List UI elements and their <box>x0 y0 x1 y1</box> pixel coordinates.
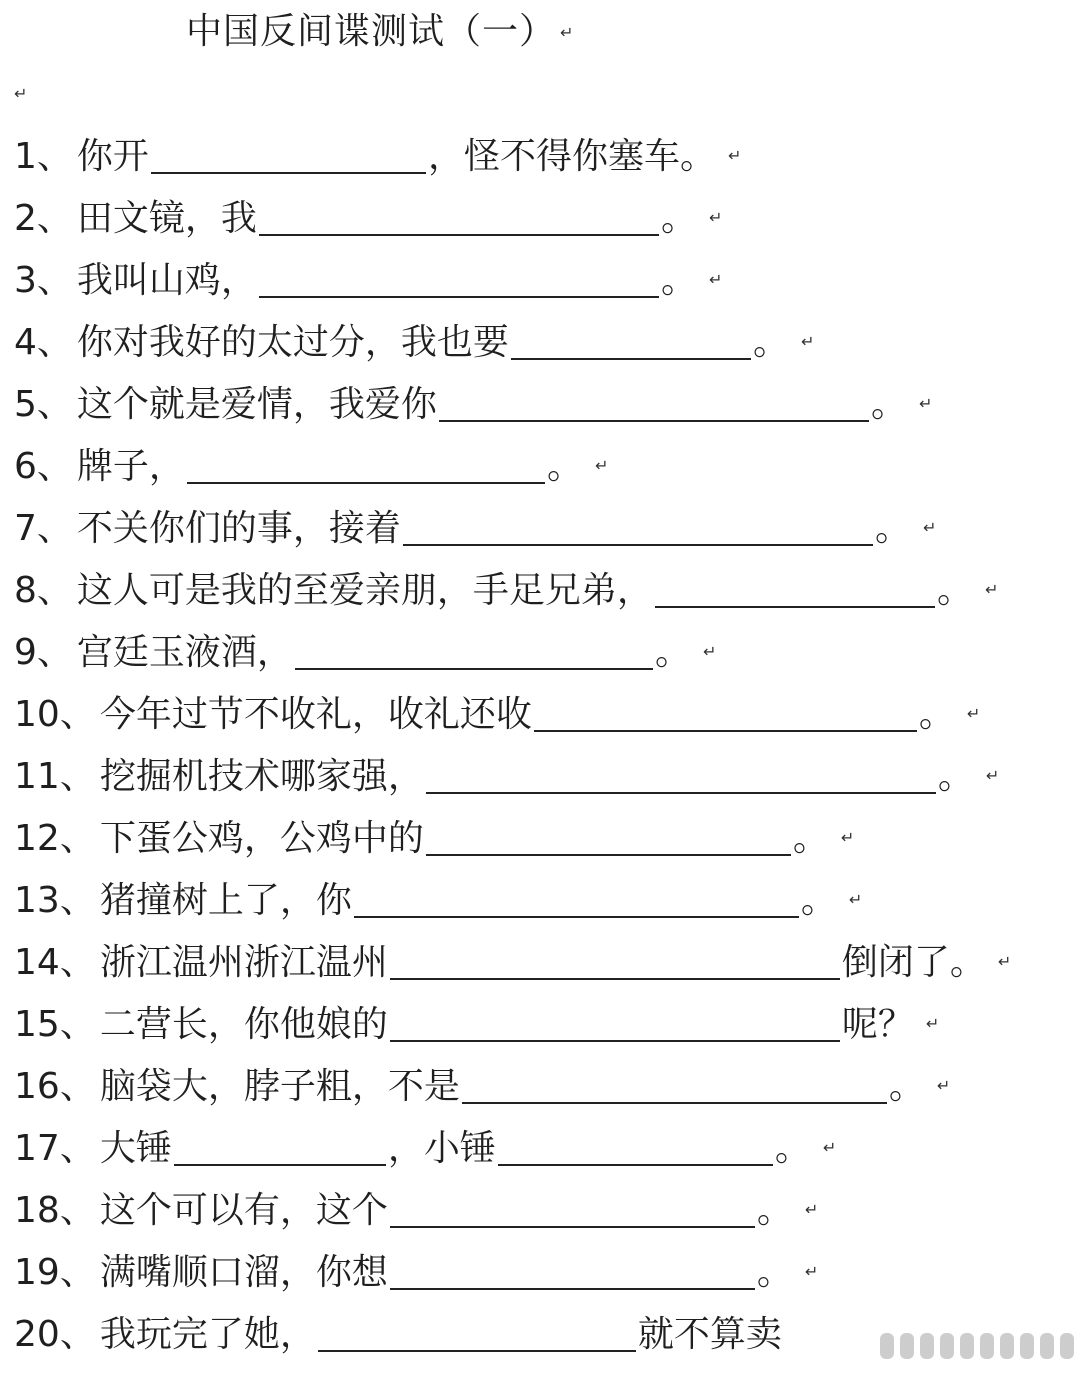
question-row <box>14 628 716 675</box>
question-number: 9 <box>14 632 37 673</box>
question-number: 11 <box>14 756 60 797</box>
question-ending: 就不算卖 <box>637 1314 782 1355</box>
question-row <box>14 318 814 365</box>
question-number: 5 <box>14 384 37 425</box>
question-row <box>14 1310 782 1357</box>
question-separator: 、 <box>59 1252 96 1293</box>
answer-blank[interactable] <box>295 634 653 670</box>
question-row <box>14 1248 818 1295</box>
question-prompt: 我叫山鸡， <box>76 260 257 301</box>
question-number: 20 <box>14 1314 60 1355</box>
question-prompt: 这个可以有，这个 <box>99 1190 388 1231</box>
question-separator: 、 <box>59 1004 96 1045</box>
question-ending: 。 <box>888 1066 925 1107</box>
question-number: 10 <box>14 694 60 735</box>
question-ending: 。 <box>937 756 974 797</box>
question-ending: 。 <box>660 260 697 301</box>
page-title-text: 中国反间谍测试（一） <box>186 11 557 52</box>
return-mark: ↵ <box>984 579 999 599</box>
question-row <box>14 690 980 737</box>
question-separator: 、 <box>59 1190 96 1231</box>
return-mark: ↵ <box>708 207 723 227</box>
question-prompt: 田文镜，我 <box>76 198 257 239</box>
return-mark: ↵ <box>560 23 575 42</box>
question-number: 2 <box>14 198 37 239</box>
answer-blank[interactable] <box>426 758 936 794</box>
question-prompt: 这人可是我的至爱亲朋，手足兄弟， <box>76 570 653 611</box>
question-row <box>14 504 936 551</box>
question-separator: 、 <box>59 818 96 859</box>
answer-blank[interactable] <box>426 820 791 856</box>
question-ending: ，怪不得你塞车。 <box>427 136 716 177</box>
return-mark: ↵ <box>804 1261 819 1281</box>
question-separator: 、 <box>59 756 96 797</box>
question-row <box>14 132 741 179</box>
return-mark: ↵ <box>966 703 981 723</box>
question-prompt: 二营长，你他娘的 <box>99 1004 388 1045</box>
question-row <box>14 1000 939 1047</box>
question-row <box>14 752 999 799</box>
question-separator: 、 <box>36 384 73 425</box>
return-mark: ↵ <box>800 331 815 351</box>
question-ending: 倒闭了。 <box>841 942 986 983</box>
return-mark: ↵ <box>840 827 855 847</box>
question-prompt: 大锤 <box>99 1128 172 1169</box>
question-ending: 。 <box>774 1128 811 1169</box>
answer-blank[interactable] <box>439 386 869 422</box>
question-number: 12 <box>14 818 60 859</box>
question-prompt: 你对我好的太过分，我也要 <box>76 322 509 363</box>
question-number: 6 <box>14 446 37 487</box>
question-number: 14 <box>14 942 60 983</box>
question-number: 8 <box>14 570 37 611</box>
empty-paragraph-mark: ↵ <box>14 84 28 103</box>
answer-blank[interactable] <box>390 1192 755 1228</box>
question-prompt-middle: ，小锤 <box>387 1128 496 1169</box>
question-separator: 、 <box>59 942 96 983</box>
question-prompt: 下蛋公鸡，公鸡中的 <box>99 818 424 859</box>
answer-blank[interactable] <box>498 1130 773 1166</box>
return-mark: ↵ <box>804 1199 819 1219</box>
question-separator: 、 <box>36 446 73 487</box>
question-prompt: 我玩完了她， <box>99 1314 316 1355</box>
question-row <box>14 1186 818 1233</box>
question-ending: 。 <box>752 322 789 363</box>
question-number: 4 <box>14 322 37 363</box>
return-mark: ↵ <box>848 889 863 909</box>
return-mark: ↵ <box>985 765 1000 785</box>
question-separator: 、 <box>59 1066 96 1107</box>
return-mark: ↵ <box>594 455 609 475</box>
question-number: 15 <box>14 1004 60 1045</box>
answer-blank[interactable] <box>534 696 917 732</box>
question-ending: 。 <box>870 384 907 425</box>
return-mark: ↵ <box>727 145 742 165</box>
return-mark: ↵ <box>822 1137 837 1157</box>
return-mark: ↵ <box>918 393 933 413</box>
answer-blank[interactable] <box>390 1254 755 1290</box>
question-ending: 。 <box>918 694 955 735</box>
question-separator: 、 <box>36 570 73 611</box>
question-prompt: 挖掘机技术哪家强， <box>99 756 424 797</box>
question-ending: 。 <box>546 446 583 487</box>
answer-blank[interactable] <box>354 882 799 918</box>
question-row <box>14 876 862 923</box>
question-ending: 。 <box>936 570 973 611</box>
question-row <box>14 442 608 489</box>
question-number: 7 <box>14 508 37 549</box>
answer-blank[interactable] <box>462 1068 887 1104</box>
question-row <box>14 566 998 613</box>
question-separator: 、 <box>36 508 73 549</box>
question-separator: 、 <box>59 694 96 735</box>
return-mark: ↵ <box>702 641 717 661</box>
answer-blank[interactable] <box>318 1316 636 1352</box>
return-mark: ↵ <box>708 269 723 289</box>
question-prompt: 这个就是爱情，我爱你 <box>76 384 437 425</box>
question-prompt: 不关你们的事，接着 <box>76 508 401 549</box>
question-separator: 、 <box>59 1128 96 1169</box>
answer-blank[interactable] <box>187 448 545 484</box>
question-prompt: 牌子， <box>76 446 185 487</box>
question-row <box>14 256 722 303</box>
question-prompt: 浙江温州浙江温州 <box>99 942 388 983</box>
question-ending: 。 <box>756 1252 793 1293</box>
question-number: 17 <box>14 1128 60 1169</box>
question-number: 13 <box>14 880 60 921</box>
question-prompt: 今年过节不收礼，收礼还收 <box>99 694 532 735</box>
question-row <box>14 1062 950 1109</box>
question-ending: 。 <box>874 508 911 549</box>
answer-blank[interactable] <box>259 200 659 236</box>
page-title <box>186 6 574 59</box>
question-separator: 、 <box>36 260 73 301</box>
question-row <box>14 938 1011 985</box>
question-separator: 、 <box>36 198 73 239</box>
question-separator: 、 <box>59 1314 96 1355</box>
question-prompt: 你开 <box>76 136 149 177</box>
answer-blank[interactable] <box>655 572 935 608</box>
answer-blank[interactable] <box>390 1006 840 1042</box>
question-separator: 、 <box>36 136 73 177</box>
question-number: 19 <box>14 1252 60 1293</box>
question-ending: 。 <box>660 198 697 239</box>
question-number: 18 <box>14 1190 60 1231</box>
answer-blank[interactable] <box>259 262 659 298</box>
question-ending: 。 <box>800 880 837 921</box>
question-number: 16 <box>14 1066 60 1107</box>
question-separator: 、 <box>36 632 73 673</box>
question-number: 3 <box>14 260 37 301</box>
question-row <box>14 380 932 427</box>
return-mark: ↵ <box>922 517 937 537</box>
answer-blank[interactable] <box>511 324 751 360</box>
answer-blank[interactable] <box>390 944 840 980</box>
watermark <box>844 1329 1074 1363</box>
answer-blank[interactable] <box>403 510 873 546</box>
question-row <box>14 194 722 241</box>
question-ending: 。 <box>756 1190 793 1231</box>
answer-blank[interactable] <box>151 138 426 174</box>
question-prompt: 宫廷玉液酒， <box>76 632 293 673</box>
answer-blank[interactable] <box>174 1130 386 1166</box>
question-separator: 、 <box>59 880 96 921</box>
question-ending: 。 <box>792 818 829 859</box>
question-separator: 、 <box>36 322 73 363</box>
question-ending: 呢？ <box>841 1004 914 1045</box>
question-row <box>14 1124 836 1171</box>
question-prompt: 脑袋大，脖子粗，不是 <box>99 1066 460 1107</box>
question-prompt: 猪撞树上了，你 <box>99 880 352 921</box>
question-ending: 。 <box>654 632 691 673</box>
return-mark: ↵ <box>925 1013 940 1033</box>
return-mark: ↵ <box>997 951 1012 971</box>
question-row <box>14 814 854 861</box>
question-prompt: 满嘴顺口溜，你想 <box>99 1252 388 1293</box>
question-number: 1 <box>14 136 37 177</box>
return-mark: ↵ <box>936 1075 951 1095</box>
